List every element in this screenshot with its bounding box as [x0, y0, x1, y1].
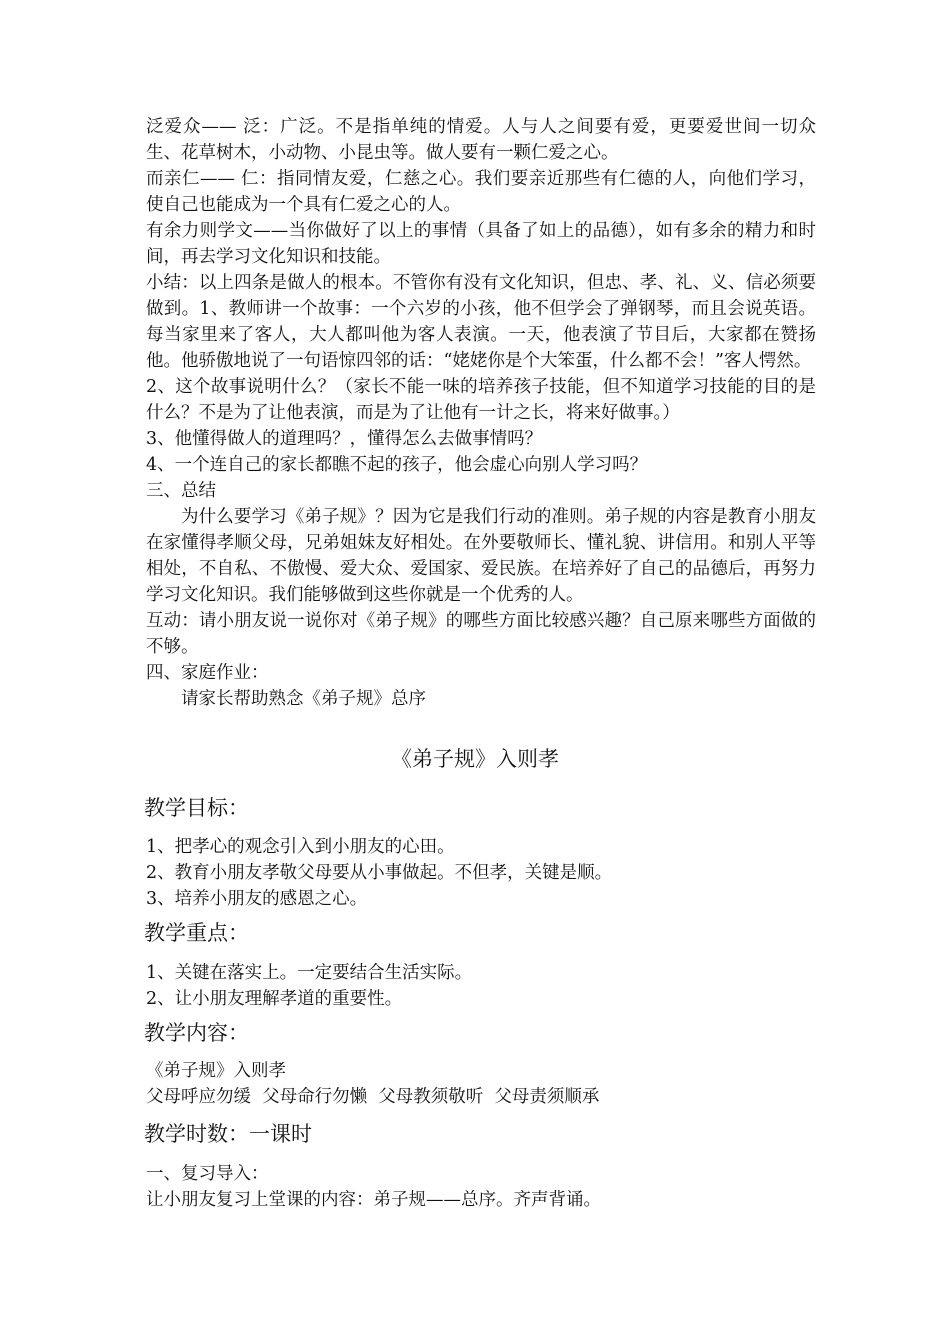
- paragraph-homework: 请家长帮助熟念《弟子规》总序: [181, 689, 426, 709]
- lesson-continuation: [146, 114, 816, 712]
- list-item: 2、让小朋友理解孝道的重要性。: [146, 989, 403, 1009]
- content-line: 父母呼应勿缓 父母命行勿懒 父母教须敬听 父母责须顺承: [146, 1087, 600, 1107]
- section-heading-summary: 三、总结: [146, 481, 216, 501]
- paragraph-you-yu-li: 有余力则学文——当你做好了以上的事情（具备了如上的品德），如有多余的精力和时间，再去学习文化知识和技能。: [146, 221, 816, 267]
- content-list: [146, 1058, 816, 1110]
- heading-teaching-hours: 教学时数：一课时: [144, 1122, 312, 1146]
- paragraph-question-2: 2、这个故事说明什么？（家长不能一味的培养孩子技能，但不知道学习技能的目的是什么？不是为了让他表演，而是为了让他有一计之长，将来好做事。）: [146, 377, 816, 423]
- lesson-title: 《弟子规》入则孝: [391, 747, 559, 771]
- section-heading-homework: 四、家庭作业：: [146, 663, 269, 683]
- list-item: 1、关键在落实上。一定要结合生活实际。: [146, 963, 473, 983]
- review-section: [146, 1161, 816, 1213]
- focus-list: [146, 960, 816, 1012]
- paragraph-fan-ai-zhong: 泛爱众—— 泛：广泛。不是指单纯的情爱。人与人之间要有爱，更要爱世间一切众生、花草树木，小动物、小昆虫等。做人要有一颗仁爱之心。: [146, 117, 816, 163]
- heading-teaching-content: 教学内容：: [144, 1021, 249, 1045]
- heading-teaching-focus: 教学重点：: [144, 921, 249, 945]
- paragraph-summary-story: 小结：以上四条是做人的根本。不管你有没有文化知识，但忠、孝、礼、义、信必须要做到。1、教师讲一个故事：一个六岁的小孩，他不但学会了弹钢琴，而且会说英语。每当家里来了客人，大人都叫他为客人表演。一天，他表演了节目后，大家都在赞扬他。他骄傲地说了一句语惊四邻的话：“姥姥你是个大笨蛋，什么都不会！”客人愕然。: [146, 273, 816, 371]
- paragraph-question-3: 3、他懂得做人的道理吗？，懂得怎么去做事情吗？: [146, 429, 543, 449]
- content-line: 《弟子规》入则孝: [146, 1061, 286, 1081]
- paragraph-interaction: 互动：请小朋友说一说你对《弟子规》的哪些方面比较感兴趣？自己原来哪些方面做的不够。: [146, 611, 816, 657]
- paragraph-why-learn: 为什么要学习《弟子规》？因为它是我们行动的准则。弟子规的内容是教育小朋友在家懂得孝顺父母，兄弟姐妹友好相处。在外要敬师长、懂礼貌、讲信用。和别人平等相处，不自私、不傲慢、爱大众、爱国家、爱民族。在培养好了自己的品德后，再努力学习文化知识。我们能够做到这些你就是一个优秀的人。: [146, 507, 816, 605]
- goals-list: [146, 834, 816, 912]
- paragraph-review: 让小朋友复习上堂课的内容：弟子规——总序。齐声背诵。: [146, 1190, 601, 1210]
- list-item: 1、把孝心的观念引入到小朋友的心田。: [146, 837, 455, 857]
- list-item: 2、教育小朋友孝敬父母要从小事做起。不但孝，关键是顺。: [146, 863, 613, 883]
- paragraph-er-qin-ren: 而亲仁—— 仁：指同情友爱，仁慈之心。我们要亲近那些有仁德的人，向他们学习，使自己也能成为一个具有仁爱之心的人。: [146, 169, 816, 215]
- paragraph-question-4: 4、一个连自己的家长都瞧不起的孩子，他会虚心向别人学习吗？: [146, 455, 648, 475]
- list-item: 3、培养小朋友的感恩之心。: [146, 889, 368, 909]
- heading-teaching-goals: 教学目标：: [144, 796, 249, 820]
- section-heading-review: 一、复习导入：: [146, 1164, 269, 1184]
